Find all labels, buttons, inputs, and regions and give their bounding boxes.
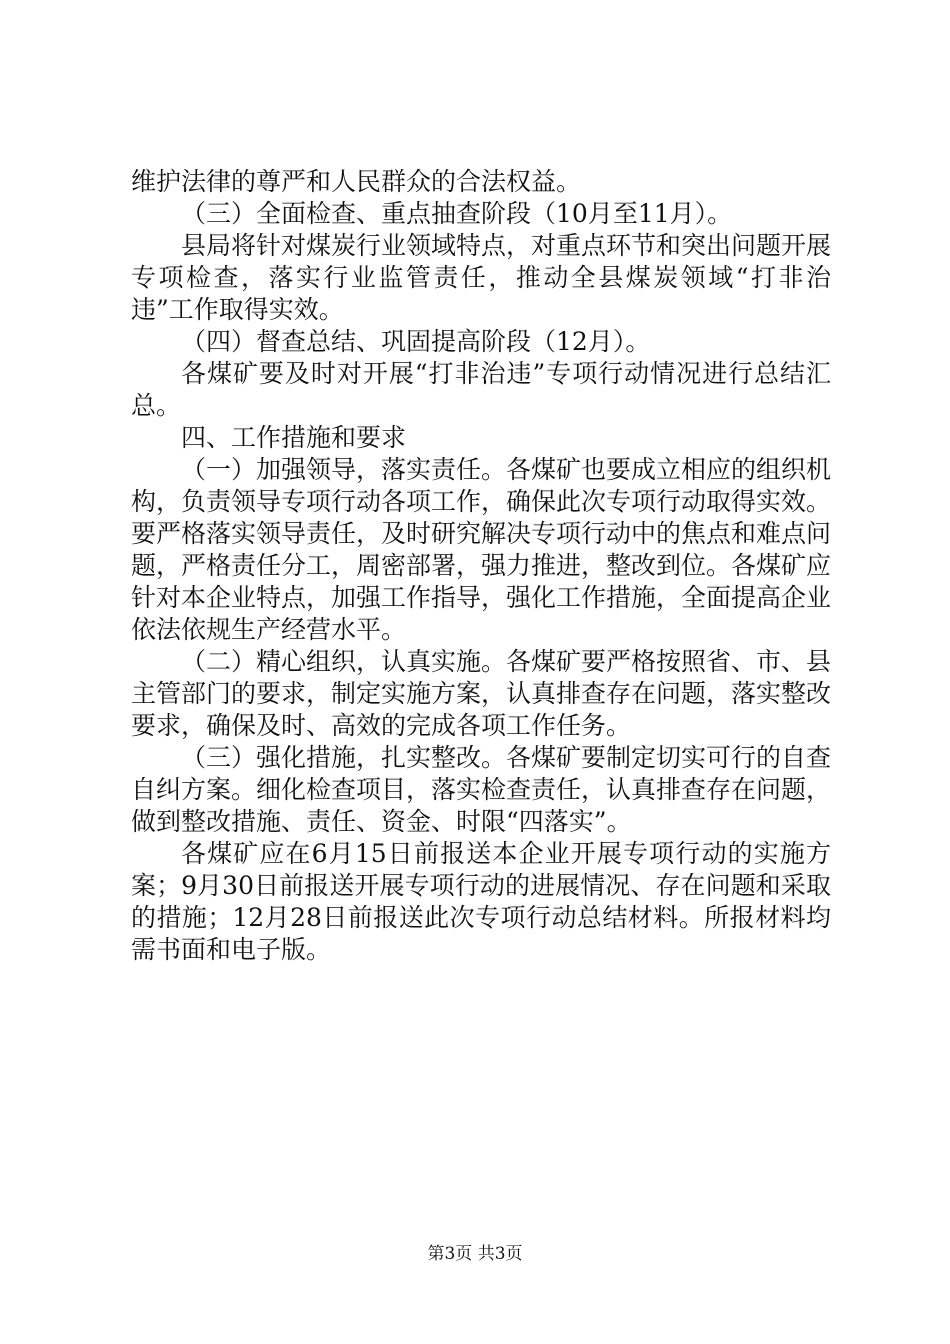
paragraph-stage-four-heading: （四）督查总结、巩固提高阶段（12月）。 xyxy=(181,327,651,356)
document-body xyxy=(131,166,831,966)
paragraph-stage-three-body: 县局将针对煤炭行业领域特点，对重点环节和突出问题开展专项检查，落实行业监管责任，推动全县煤炭领域“打非治违”工作取得实效。 xyxy=(131,231,832,324)
paragraph-measure-one: （一）加强领导，落实责任。各煤矿也要成立相应的组织机构，负责领导专项行动各项工作，确保此次专项行动取得实效。要严格落实领导责任，及时研究解决专项行动中的焦点和难点问题，严格责任分工，周密部署，强力推进，整改到位。各煤矿应针对本企业特点，加强工作指导，强化工作措施，全面提高企业依法依规生产经营水平。 xyxy=(131,455,832,644)
paragraph-stage-four-body: 各煤矿要及时对开展“打非治违”专项行动情况进行总结汇总。 xyxy=(131,359,831,420)
paragraph-measure-three: （三）强化措施，扎实整改。各煤矿要制定切实可行的自查自纠方案。细化检查项目，落实检查责任，认真排查存在问题，做到整改措施、责任、资金、时限“四落实”。 xyxy=(131,743,832,836)
paragraph-measure-two: （二）精心组织，认真实施。各煤矿要严格按照省、市、县主管部门的要求，制定实施方案，认真排查存在问题，落实整改要求，确保及时、高效的完成各项工作任务。 xyxy=(131,647,832,740)
paragraph-continuation: 维护法律的尊严和人民群众的合法权益。 xyxy=(131,167,582,196)
paragraph-reporting-deadlines: 各煤矿应在6月15日前报送本企业开展专项行动的实施方案；9月30日前报送开展专项行动的进展情况、存在问题和采取的措施；12月28日前报送此次专项行动总结材料。所报材料均需书面和电子版。 xyxy=(131,839,831,964)
paragraph-stage-three-heading: （三）全面检查、重点抽查阶段（10月至11月）。 xyxy=(181,199,733,228)
section-heading-measures: 四、工作措施和要求 xyxy=(181,423,407,452)
page-footer: 第3页 共3页 xyxy=(427,1244,523,1264)
